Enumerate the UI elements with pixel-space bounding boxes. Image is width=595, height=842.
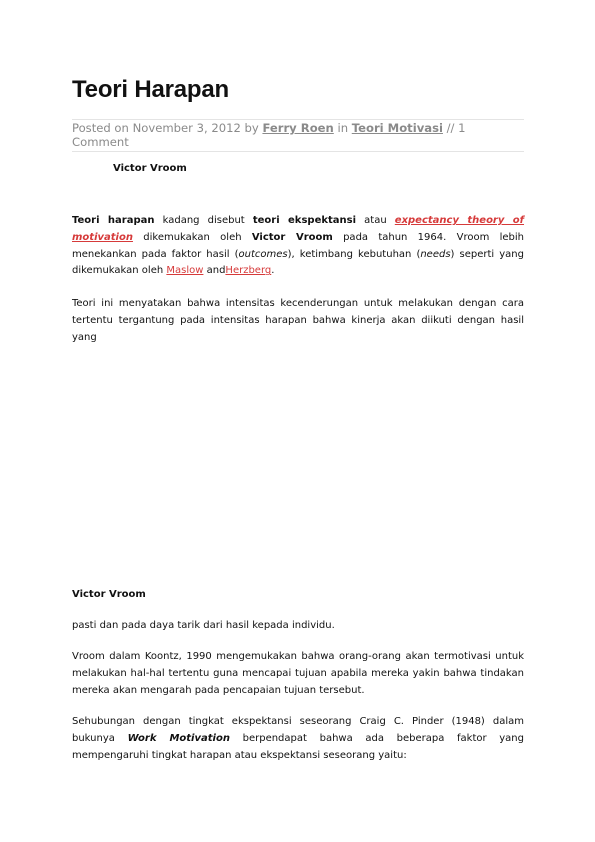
paragraph-definition: Teori ini menyatakan bahwa intensitas kecenderungan untuk melakukan dengan cara tertentu tergantung pada intensitas harapan bahwa kinerja akan diikuti dengan hasil yang [72, 298, 524, 343]
text-run: atau [356, 215, 395, 226]
text-run: dikemukakan oleh [132, 231, 252, 243]
page-title: Teori Harapan [72, 76, 229, 103]
paragraph-continuation: pasti dan pada daya tarik dari hasil kepada individu. [72, 620, 335, 631]
meta-in: in [337, 121, 349, 135]
paragraph-intro [72, 213, 524, 280]
text-run: pada tahun 1964. Vroom lebih menekankan pada faktor hasil ( [72, 231, 525, 260]
text-run: . [271, 265, 275, 277]
term-outcomes: outcomes [238, 248, 288, 260]
meta-posted-on: Posted on [72, 121, 129, 135]
meta-separator: // [446, 121, 455, 135]
book-title-work-motivation: Work Motivation [127, 732, 230, 744]
text-run: and [203, 265, 226, 277]
meta-date: November 3, 2012 [132, 121, 241, 135]
author-link[interactable]: Ferry Roen [262, 121, 334, 135]
term-victor-vroom: Victor Vroom [251, 231, 333, 243]
term-needs: needs [420, 248, 451, 260]
image-caption-top: Victor Vroom [113, 163, 187, 174]
paragraph-koontz: Vroom dalam Koontz, 1990 mengemukakan bahwa orang-orang akan termotivasi untuk melakukan hal-hal tertentu guna mencapai tujuan apabila mereka yakin bahwa tindakan mereka akan mengarah pada pencapaian tujuan tersebut. [72, 651, 524, 696]
text-run: kadang disebut [154, 215, 253, 226]
post-meta [72, 119, 524, 152]
herzberg-link[interactable]: Herzberg [225, 265, 272, 277]
image-caption-bottom: Victor Vroom [72, 589, 146, 600]
term-teori-ekspektansi: teori ekspektansi [252, 215, 357, 226]
comments-link[interactable]: 1 Comment [72, 121, 466, 149]
category-link[interactable]: Teori Motivasi [351, 121, 443, 135]
meta-by: by [244, 121, 259, 135]
paragraph-pinder [72, 714, 524, 764]
term-teori-harapan: Teori harapan [72, 215, 155, 226]
expectancy-theory-link[interactable]: expectancy theory of motivation [72, 215, 525, 243]
text-run: Sehubungan dengan tingkat ekspektansi seseorang Craig C. Pinder (1948) dalam bukunya [72, 716, 524, 744]
text-run: ) seperti yang dikemukakan oleh [72, 248, 524, 277]
text-run: ), ketimbang kebutuhan ( [287, 248, 421, 260]
text-run: berpendapat bahwa ada beberapa faktor yang mempengaruhi tingkat harapan atau ekspektansi seseorang yaitu: [72, 732, 524, 761]
maslow-link[interactable]: Maslow [166, 265, 204, 277]
